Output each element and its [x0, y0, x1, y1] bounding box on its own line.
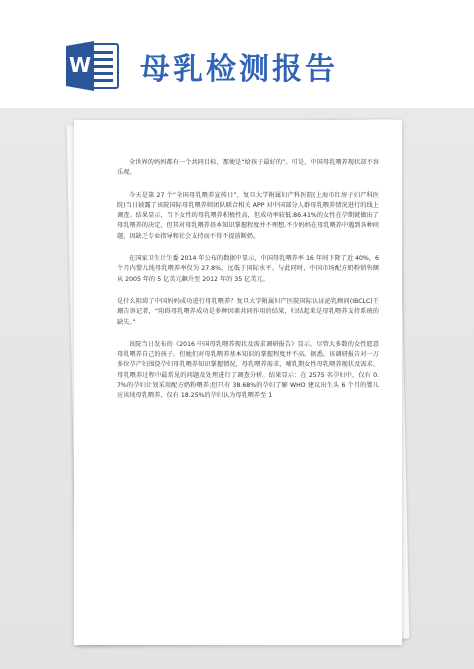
- document-body: [117, 158, 379, 414]
- paragraph-4: 是什么阻碍了中国妈妈成功进行母乳喂养？复旦大学附属妇产医院国际认证泌乳顾问(IBCLC)王珊告诉记者，“阻碍母乳喂养成功是多种因素共同作用的结果，归结起来是母乳喂养支持系统的缺失。”: [117, 297, 379, 326]
- document-page: [74, 120, 402, 645]
- paragraph-2: 今天是第 27 个“全国母乳喂养宣传日”，复旦大学附属妇产科医院(上海市红房子妇产科医院)当日披露了该院国际母乳喂养师团队联合相关 APP 对中国部分人群母乳喂养情况进行的线上调查。结果显示，当下女性的母乳喂养积极性高，但成功率较低.86.41%的女性在孕期就做出了母乳喂养的决定，但其对母乳喂养基本知识掌握程度并不理想,不少妈妈在母乳喂养中遇到各种问题，因缺乏专业指导和社会支持而不得不提前断奶。: [117, 191, 379, 240]
- document-title: 母乳检测报告: [140, 52, 338, 87]
- word-document-icon: [64, 38, 122, 94]
- paragraph-3: 在国家卫生计生委 2014 年公布的数据中显示，中国母乳喂养率 16 年间下降了近 40%，6 个月内婴儿纯母乳喂养率仅为 27.8%，远低于国际水平。与此同时，中国市场配方奶粉销售额从 2005 年的 5 亿美元飙升至 2012 年的 35 亿美元。: [117, 255, 379, 283]
- paragraph-1: 全世界的妈妈都有一个共同目标，那便是“给孩子最好的”。可是，中国母乳喂养现状却不容乐观。: [117, 159, 379, 177]
- paragraph-5: 该院当日发布的《2016 中国母乳喂养现状及需求调研报告》显示，尽管大多数的女性愿意母乳喂养自己的孩子。但她们对母乳喂养基本知识的掌握程度并不高。据悉，该调研报告对一万多位孕产妇围绕孕妇母乳喂养知识掌握情况、母乳喂养需求，哺乳期女性母乳喂养现状及需求、母乳喂养过程中最常见的问题及处理进行了调查分析。结果显示：在 2575 名孕妇中，仅有 0.7%的孕妇计划采用配方奶粉喂养;但只有 38.68%的孕妇了解 WHO 建议出生头 6 个月的婴儿应该纯母乳喂养，仅有 18.25%的孕妇认为母乳喂养至 1: [117, 340, 379, 400]
- word-logo-letter: W: [68, 53, 92, 77]
- page-header: [0, 0, 474, 108]
